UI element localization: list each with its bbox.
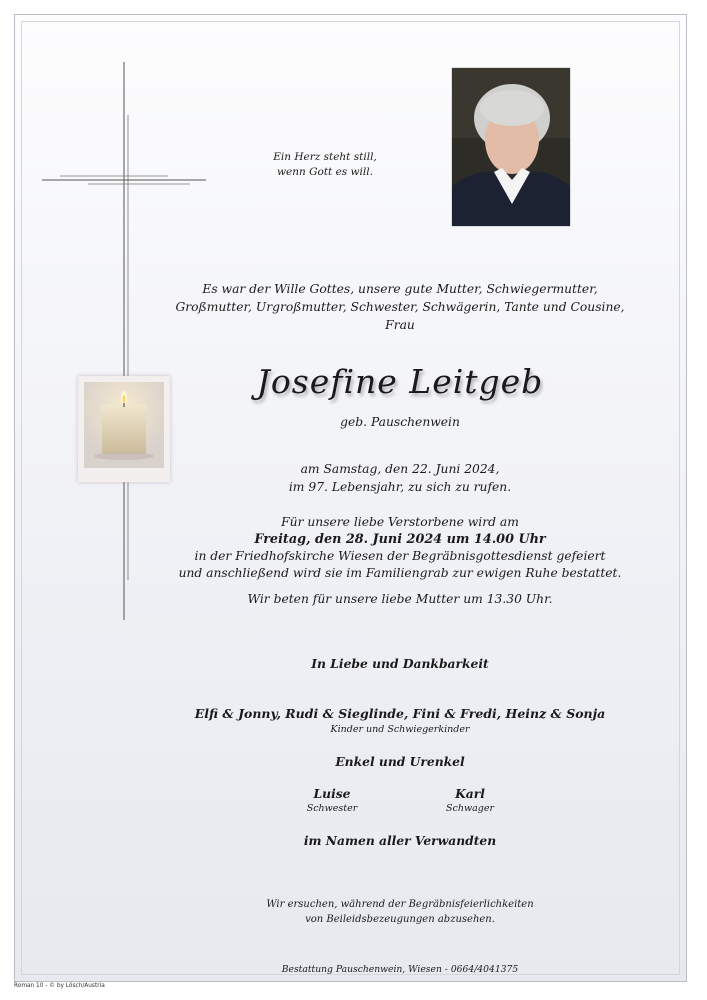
intro-line-2: Großmutter, Urgroßmutter, Schwester, Schwägerin, Tante und Cousine, <box>175 300 625 314</box>
prayer-text: Wir beten für unsere liebe Mutter um 13.30 Uhr. <box>247 592 553 606</box>
sibling-1-name: Luise <box>313 786 351 801</box>
love-line: In Liebe und Dankbarkeit <box>311 656 489 671</box>
death-info <box>150 460 650 496</box>
sibling-1 <box>272 786 392 814</box>
intro-line-3: Frau <box>385 318 415 332</box>
portrait-photo <box>452 68 570 226</box>
death-date: am Samstag, den 22. Juni 2024, <box>300 462 500 476</box>
request-line-1: Wir ersuchen, während der Begräbnisfeierlichkeiten <box>266 899 534 910</box>
sibling-2-role: Schwager <box>446 803 494 814</box>
funeral-info <box>150 514 650 582</box>
footer-credit: Roman 10 - © by Lösch/Austria <box>14 983 105 989</box>
maiden-name: geb. Pauschenwein <box>340 415 460 429</box>
funeral-line-1: Für unsere liebe Verstorbene wird am <box>281 515 519 529</box>
grandchildren: Enkel und Urenkel <box>335 754 465 769</box>
motto-line-2: wenn Gott es will. <box>277 166 373 178</box>
relatives-line: im Namen aller Verwandten <box>303 833 497 848</box>
intro-text <box>150 280 650 334</box>
funeral-date-time: Freitag, den 28. Juni 2024 um 14.00 Uhr <box>254 532 546 547</box>
deceased-name: Josefine Leitgeb <box>256 362 544 401</box>
funeral-line-3: in der Friedhofskirche Wiesen der Begräbnisgottesdienst gefeiert <box>194 549 606 563</box>
sibling-1-role: Schwester <box>306 803 358 814</box>
request-line-2: von Beileidsbezeugungen abzusehen. <box>305 913 495 925</box>
sibling-2 <box>410 786 530 814</box>
sibling-2-name: Karl <box>455 786 485 801</box>
undertaker-info: Bestattung Pauschenwein, Wiesen - 0664/4041375 <box>281 964 519 975</box>
death-age: im 97. Lebensjahr, zu sich zu rufen. <box>288 480 512 494</box>
motto-line-1: Ein Herz steht still, <box>273 151 377 163</box>
funeral-line-4: und anschließend wird sie im Familiengrab zur ewigen Ruhe bestattet. <box>178 566 622 580</box>
children-role: Kinder und Schwiegerkinder <box>330 724 470 735</box>
motto <box>260 150 390 180</box>
intro-line-1: Es war der Wille Gottes, unsere gute Mutter, Schwiegermutter, <box>202 282 598 296</box>
condolence-request <box>150 898 650 927</box>
children-names: Elfi & Jonny, Rudi & Sieglinde, Fini & Fredi, Heinz & Sonja <box>194 706 606 721</box>
